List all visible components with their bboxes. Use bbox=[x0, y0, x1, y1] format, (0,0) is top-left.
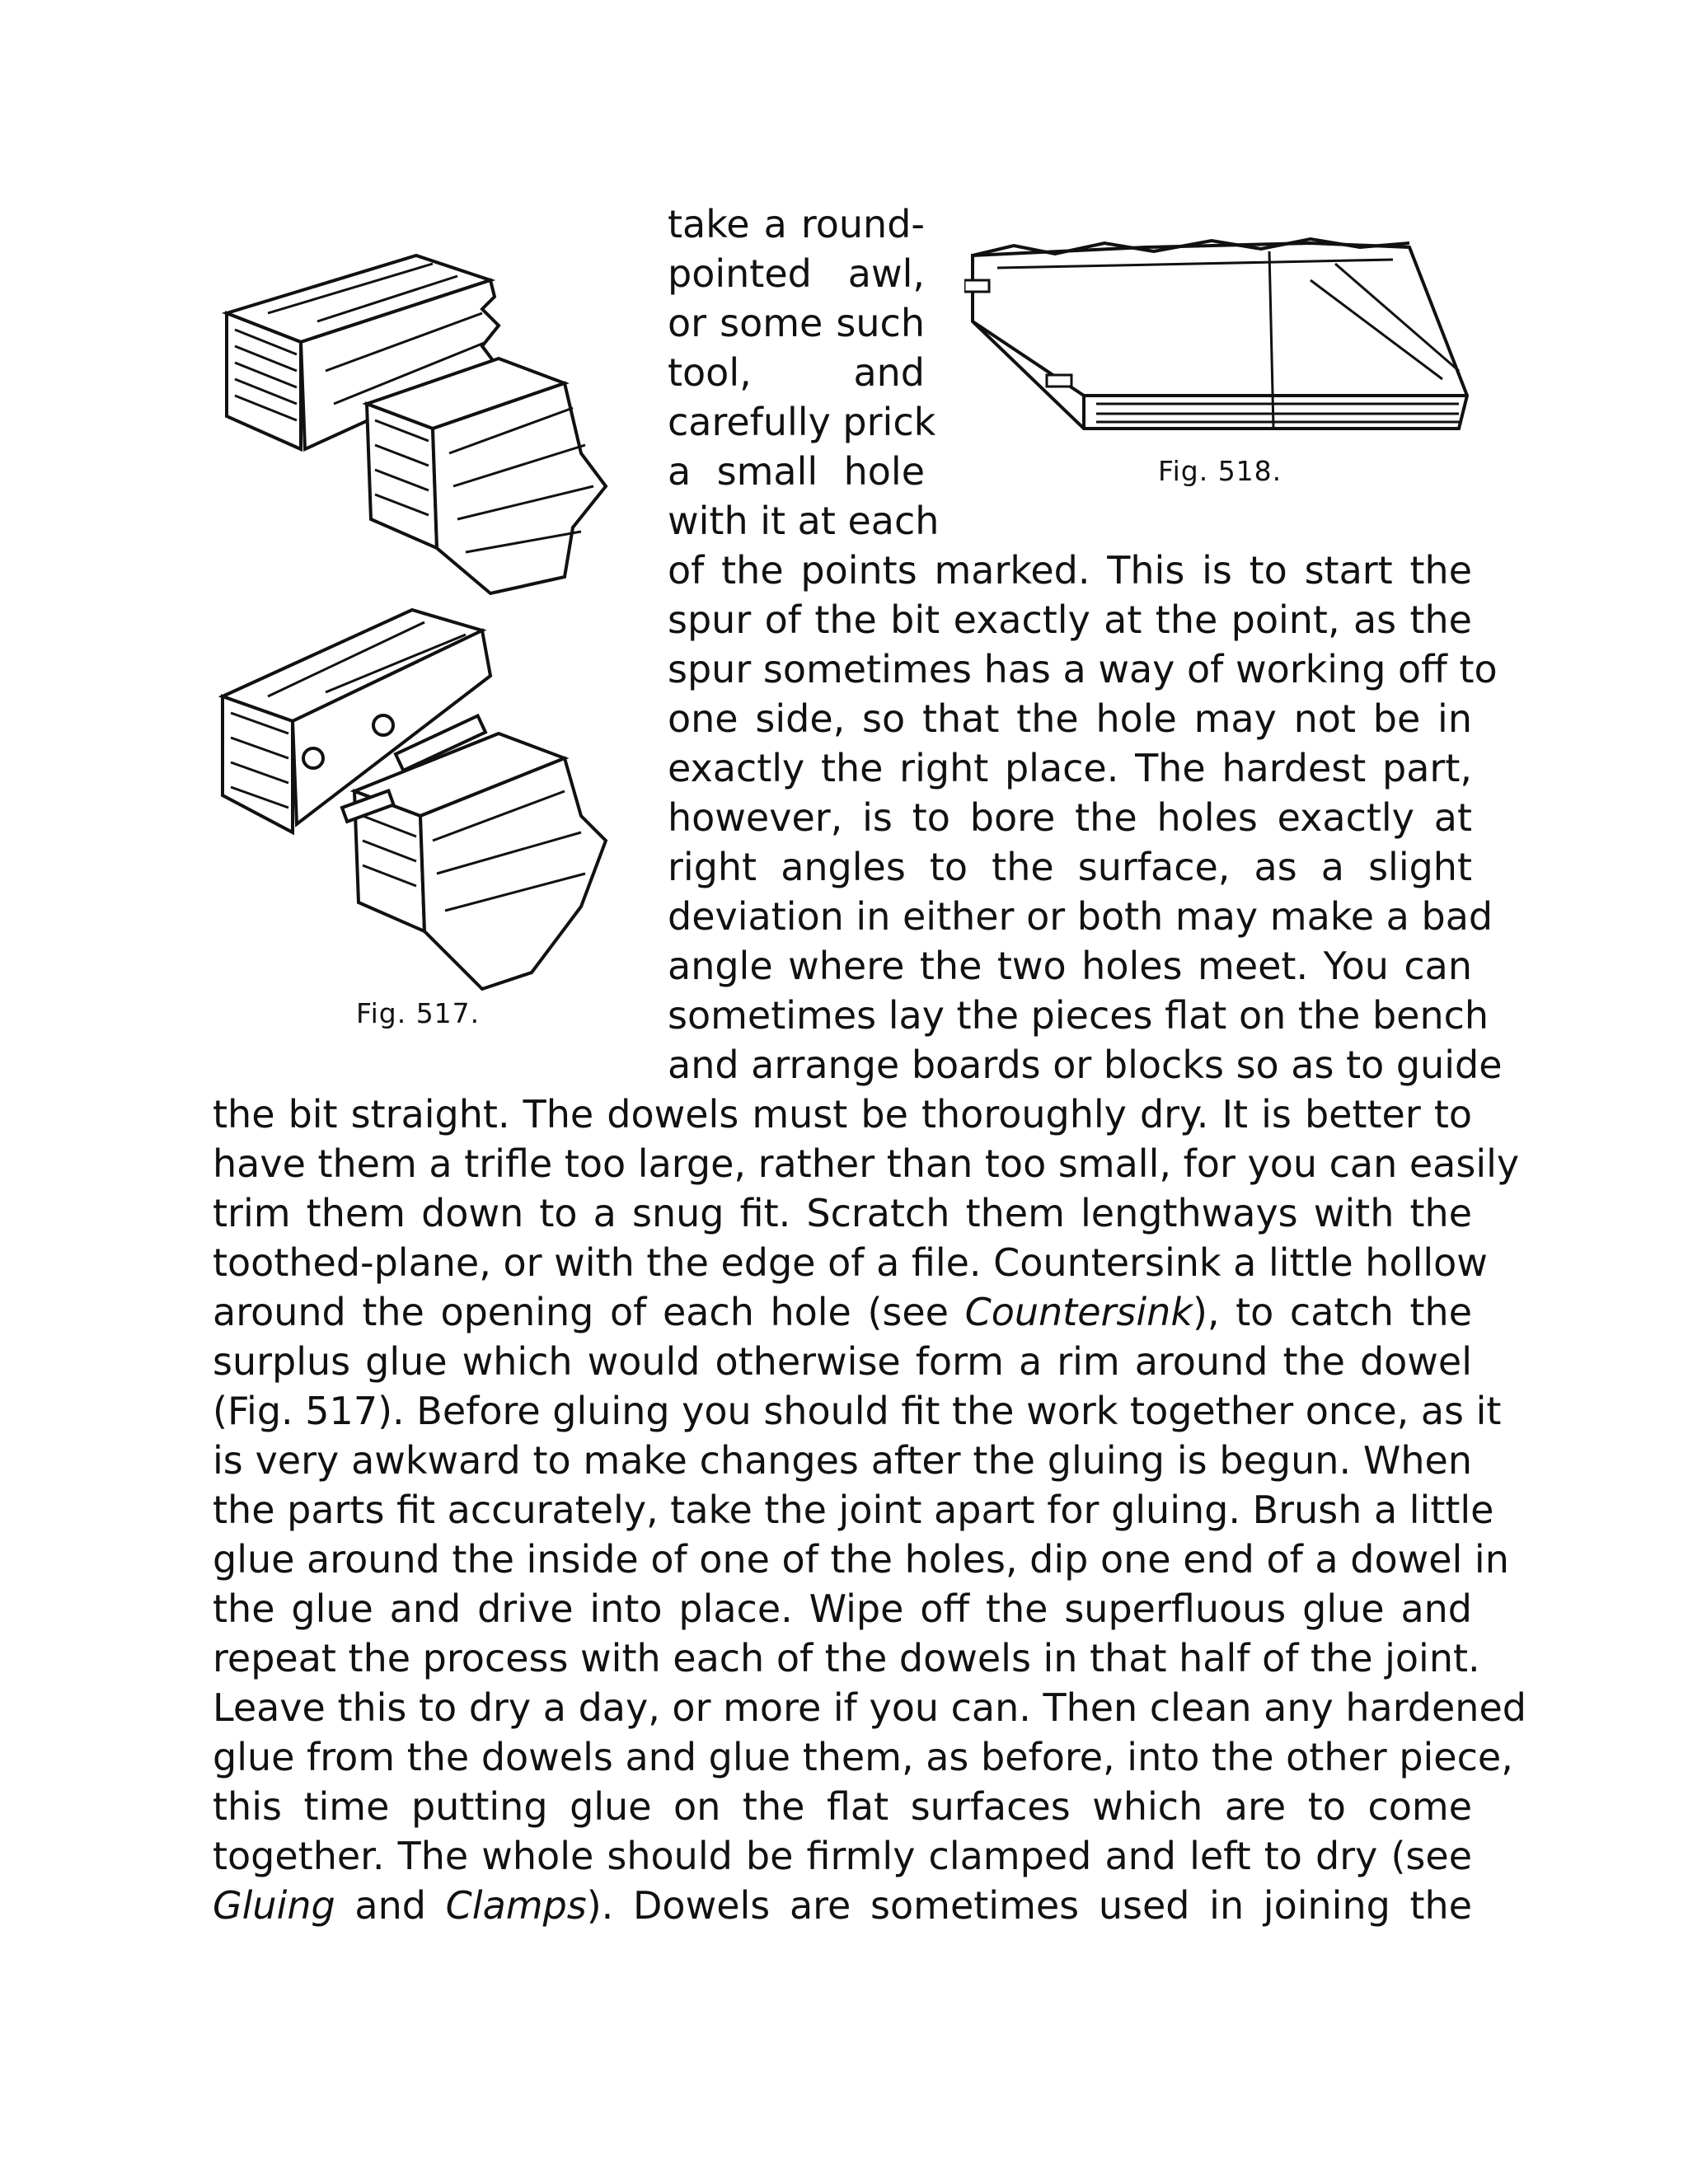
text-line bbox=[213, 1287, 1472, 1337]
figure-517-caption bbox=[356, 997, 480, 1029]
text-segment: around the opening of each hole (see bbox=[213, 1290, 965, 1334]
text-line: Leave this to dry a day, or more if you can. Then clean any hardened bbox=[213, 1685, 1526, 1730]
text-line: (Fig. 517). Before gluing you should fit the work together once, as it bbox=[213, 1389, 1502, 1433]
text-line: and arrange boards or blocks so as to guide bbox=[668, 1043, 1503, 1087]
text-line: pointed awl, bbox=[668, 251, 925, 296]
figure-518-illustration bbox=[964, 231, 1475, 445]
text-line: the bit straight. The dowels must be thoroughly dry. It is better to bbox=[213, 1092, 1472, 1137]
text-line: exactly the right place. The hardest part, bbox=[668, 746, 1472, 790]
text-segment: and bbox=[335, 1883, 446, 1928]
text-line: spur sometimes has a way of working off to bbox=[668, 647, 1498, 691]
text-line bbox=[213, 1881, 1472, 1930]
fig-518-number: 518. bbox=[1217, 455, 1282, 487]
fig-517-number: 517. bbox=[415, 997, 481, 1029]
text-line: or some such bbox=[668, 301, 925, 345]
text-line: surplus glue which would otherwise form a rim around the dowel bbox=[213, 1339, 1472, 1384]
text-line: however, is to bore the holes exactly at bbox=[668, 795, 1472, 840]
text-line: glue from the dowels and glue them, as before, into the other piece, bbox=[213, 1735, 1513, 1779]
text-line: one side, so that the hole may not be in bbox=[668, 696, 1472, 741]
text-line: sometimes lay the pieces flat on the bench bbox=[668, 993, 1489, 1038]
text-line: right angles to the surface, as a slight bbox=[668, 845, 1472, 889]
text-line: take a round- bbox=[668, 202, 925, 246]
text-line: this time putting glue on the flat surfaces which are to come bbox=[213, 1784, 1472, 1829]
text-line: carefully prick bbox=[668, 400, 936, 444]
figure-518-caption bbox=[1158, 455, 1282, 487]
text-line: glue around the inside of one of the holes, dip one end of a dowel in bbox=[213, 1537, 1509, 1582]
text-line: spur of the bit exactly at the point, as the bbox=[668, 598, 1472, 642]
text-segment: ), to catch the bbox=[1192, 1290, 1472, 1334]
text-line: the parts fit accurately, take the joint apart for gluing. Brush a little bbox=[213, 1488, 1494, 1532]
countersink-reference: Countersink bbox=[964, 1290, 1193, 1334]
text-line: of the points marked. This is to start the bbox=[668, 548, 1472, 593]
fig-517-prefix: Fig. bbox=[356, 997, 407, 1029]
clamps-reference: Clamps bbox=[445, 1883, 587, 1928]
text-line: is very awkward to make changes after the gluing is begun. When bbox=[213, 1438, 1472, 1483]
text-line: the glue and drive into place. Wipe off the superfluous glue and bbox=[213, 1586, 1472, 1631]
gluing-reference: Gluing bbox=[213, 1883, 335, 1928]
text-line: a small hole bbox=[668, 449, 925, 494]
text-line: trim them down to a snug fit. Scratch them lengthways with the bbox=[213, 1191, 1472, 1235]
text-line: tool, and bbox=[668, 350, 925, 395]
text-line: toothed-plane, or with the edge of a file. Countersink a little hollow bbox=[213, 1240, 1488, 1285]
text-line: with it at each bbox=[668, 499, 940, 543]
text-line: deviation in either or both may make a bad bbox=[668, 894, 1493, 939]
fig-518-prefix: Fig. bbox=[1158, 455, 1209, 487]
text-full-column bbox=[213, 1090, 1526, 1930]
figure-517-illustration bbox=[218, 247, 639, 1038]
text-line: together. The whole should be firmly clamped and left to dry (see bbox=[213, 1834, 1472, 1878]
text-line: repeat the process with each of the dowels in that half of the joint. bbox=[213, 1636, 1480, 1680]
text-medium-column bbox=[668, 546, 1503, 1090]
text-segment: ). Dowels are sometimes used in joining the bbox=[586, 1883, 1472, 1928]
text-narrow-column bbox=[668, 199, 940, 546]
text-line: angle where the two holes meet. You can bbox=[668, 944, 1472, 988]
text-line: have them a trifle too large, rather than too small, for you can easily bbox=[213, 1141, 1520, 1186]
